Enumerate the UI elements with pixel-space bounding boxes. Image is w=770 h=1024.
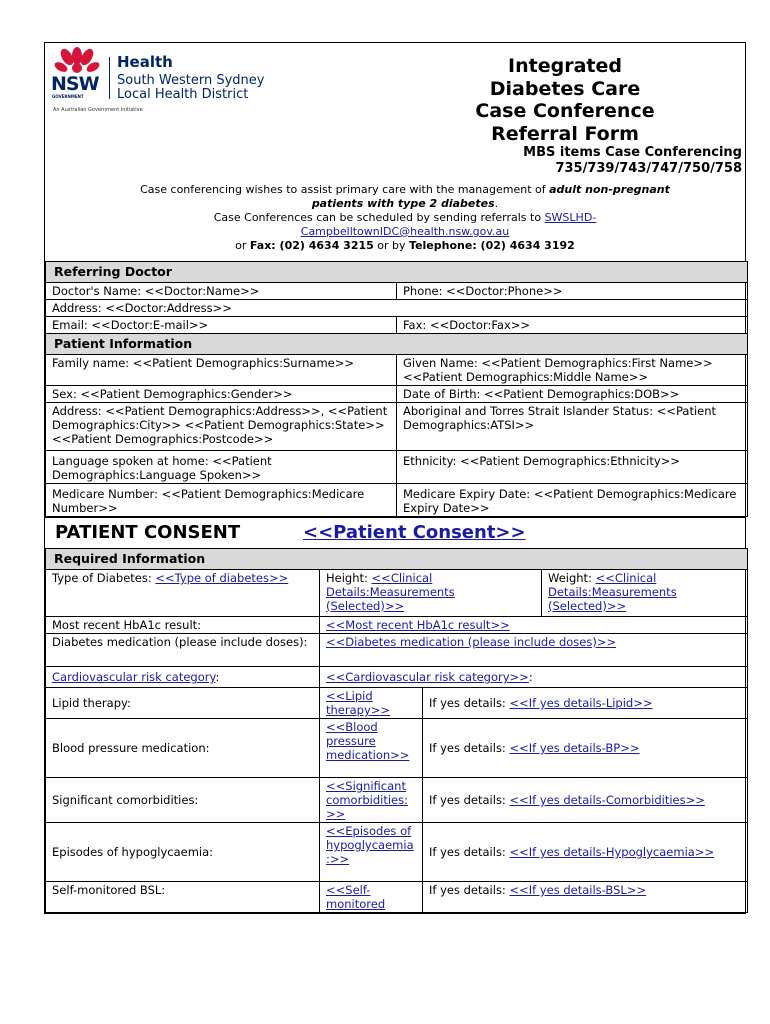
mbs-items bbox=[482, 145, 742, 177]
intro-text bbox=[125, 183, 685, 253]
if-yes-label: If yes details: bbox=[429, 696, 510, 710]
district-line-1: South Western Sydney bbox=[117, 73, 265, 88]
form-header bbox=[45, 43, 745, 261]
referral-email-link[interactable]: SWSLHD-CampbelltownIDC@health.nsw.gov.au bbox=[300, 211, 597, 238]
patient-medicare-expiry-field[interactable]: Medicare Expiry Date: <<Patient Demographics:Medicare Expiry Date>> bbox=[397, 484, 748, 517]
bp-details-field[interactable]: <<If yes details-BP>> bbox=[509, 741, 640, 755]
self-monitored-bsl-cell bbox=[320, 882, 423, 913]
height-field[interactable]: <<Clinical Details:Measurements (Selected)>> bbox=[326, 571, 455, 613]
lipid-therapy-field[interactable]: <<Lipid therapy>> bbox=[326, 689, 391, 717]
patient-address-field[interactable]: Address: <<Patient Demographics:Address>>, <<Patient Demographics:City>> <<Patient Demographics:State>> <<Patient Demographics:Postcode>> bbox=[46, 403, 397, 451]
doctor-fax-field[interactable]: Fax: <<Doctor:Fax>> bbox=[397, 317, 748, 334]
doctor-name-field[interactable]: Doctor's Name: <<Doctor:Name>> bbox=[46, 283, 397, 300]
diabetes-medication-field[interactable]: <<Diabetes medication (please include doses)>> bbox=[326, 635, 617, 649]
intro-post: . bbox=[494, 197, 499, 210]
patient-family-name-field[interactable]: Family name: <<Patient Demographics:Surname>> bbox=[46, 355, 397, 386]
if-yes-label: If yes details: bbox=[429, 793, 510, 807]
mbs-line-2: 735/739/743/747/750/758 bbox=[555, 161, 742, 176]
intro-pre: Case conferencing wishes to assist primary care with the management of bbox=[140, 183, 550, 196]
required-information-heading: Required Information bbox=[46, 549, 748, 570]
cv-risk-label[interactable]: Cardiovascular risk category bbox=[52, 670, 216, 684]
australian-government-initiative: An Australian Government Initiative bbox=[53, 107, 143, 113]
patient-consent-label: PATIENT CONSENT bbox=[55, 522, 241, 543]
patient-dob-field[interactable]: Date of Birth: <<Patient Demographics:DOB>> bbox=[397, 386, 748, 403]
doctor-address-field[interactable]: Address: <<Doctor:Address>> bbox=[46, 300, 748, 317]
bp-medication-field[interactable]: <<Blood pressure medication>> bbox=[326, 720, 410, 762]
referral-form-page bbox=[44, 42, 746, 914]
patient-language-field[interactable]: Language spoken at home: <<Patient Demographics:Language Spoken>> bbox=[46, 451, 397, 484]
comorbidities-field[interactable]: <<Significant comorbidities:>> bbox=[326, 779, 408, 821]
bsl-details-field[interactable]: <<If yes details-BSL>> bbox=[509, 883, 647, 897]
height-label: Height: bbox=[326, 571, 372, 585]
comorbidities-details-field[interactable]: <<If yes details-Comorbidities>> bbox=[509, 793, 705, 807]
or-text-2: or by bbox=[373, 239, 410, 252]
weight-field[interactable]: <<Clinical Details:Measurements (Selected)>> bbox=[548, 571, 677, 613]
comorbidities-cell bbox=[320, 778, 423, 823]
cv-risk-value-cell bbox=[320, 667, 748, 688]
fax-number: Fax: (02) 4634 3215 bbox=[249, 239, 374, 252]
hba1c-field[interactable]: <<Most recent HbA1c result>> bbox=[326, 618, 510, 632]
cv-risk-field-colon: : bbox=[528, 670, 533, 684]
doctor-phone-field[interactable]: Phone: <<Doctor:Phone>> bbox=[397, 283, 748, 300]
cv-risk-cell bbox=[46, 667, 320, 688]
comorbidities-details-cell bbox=[423, 778, 748, 823]
form-title: Integrated Diabetes Care Case Conference Referral Form bbox=[475, 55, 655, 145]
if-yes-label: If yes details: bbox=[429, 845, 510, 859]
bsl-details-cell bbox=[423, 882, 748, 913]
mbs-line-1: MBS items Case Conferencing bbox=[523, 145, 742, 160]
patient-given-name-field[interactable]: Given Name: <<Patient Demographics:First Name>> <<Patient Demographics:Middle Name>> bbox=[397, 355, 748, 386]
doctor-patient-table bbox=[45, 261, 748, 517]
hypoglycaemia-details-cell bbox=[423, 823, 748, 882]
bp-medication-cell bbox=[320, 719, 423, 778]
referring-doctor-heading: Referring Doctor bbox=[46, 262, 748, 283]
type-of-diabetes-label: Type of Diabetes: bbox=[52, 571, 156, 585]
lipid-details-field[interactable]: <<If yes details-Lipid>> bbox=[509, 696, 653, 710]
if-yes-label: If yes details: bbox=[429, 741, 510, 755]
logo-divider bbox=[109, 57, 110, 99]
intro-emphasis: adult non-pregnant patients with type 2 diabetes bbox=[311, 183, 670, 210]
hypoglycaemia-label: Episodes of hypoglycaemia: bbox=[46, 823, 320, 882]
if-yes-label: If yes details: bbox=[429, 883, 510, 897]
district-line-2: Local Health District bbox=[117, 87, 249, 102]
patient-sex-field[interactable]: Sex: <<Patient Demographics:Gender>> bbox=[46, 386, 397, 403]
doctor-email-field[interactable]: Email: <<Doctor:E-mail>> bbox=[46, 317, 397, 334]
schedule-text: Case Conferences can be scheduled by sending referrals to bbox=[213, 211, 545, 224]
hypoglycaemia-cell bbox=[320, 823, 423, 882]
hba1c-cell bbox=[320, 617, 748, 634]
diabetes-medication-cell bbox=[320, 634, 748, 667]
type-of-diabetes-cell bbox=[46, 570, 320, 617]
self-monitored-bsl-label: Self-monitored BSL: bbox=[46, 882, 320, 913]
patient-consent-row bbox=[45, 517, 745, 548]
government-wordmark: GOVERNMENT bbox=[52, 94, 84, 99]
lipid-therapy-label: Lipid therapy: bbox=[46, 688, 320, 719]
health-wordmark: Health bbox=[117, 53, 173, 71]
hba1c-label: Most recent HbA1c result: bbox=[46, 617, 320, 634]
patient-ethnicity-field[interactable]: Ethnicity: <<Patient Demographics:Ethnicity>> bbox=[397, 451, 748, 484]
phone-number: Telephone: (02) 4634 3192 bbox=[409, 239, 575, 252]
patient-medicare-field[interactable]: Medicare Number: <<Patient Demographics:Medicare Number>> bbox=[46, 484, 397, 517]
type-of-diabetes-field[interactable]: <<Type of diabetes>> bbox=[155, 571, 289, 585]
lipid-details-cell bbox=[423, 688, 748, 719]
cv-risk-field[interactable]: <<Cardiovascular risk category>> bbox=[326, 670, 529, 684]
weight-label: Weight: bbox=[548, 571, 596, 585]
cv-risk-colon: : bbox=[215, 670, 220, 684]
hypoglycaemia-field[interactable]: <<Episodes of hypoglycaemia:>> bbox=[326, 824, 414, 866]
lipid-therapy-cell bbox=[320, 688, 423, 719]
diabetes-medication-label: Diabetes medication (please include doses): bbox=[46, 634, 320, 667]
nsw-wordmark: NSW bbox=[51, 73, 99, 95]
bp-details-cell bbox=[423, 719, 748, 778]
height-cell bbox=[320, 570, 542, 617]
patient-atsi-field[interactable]: Aboriginal and Torres Strait Islander Status: <<Patient Demographics:ATSI>> bbox=[397, 403, 748, 451]
bp-medication-label: Blood pressure medication: bbox=[46, 719, 320, 778]
comorbidities-label: Significant comorbidities: bbox=[46, 778, 320, 823]
self-monitored-bsl-field[interactable]: <<Self-monitored bbox=[326, 883, 386, 911]
or-text-1: or bbox=[235, 239, 250, 252]
weight-cell bbox=[542, 570, 748, 617]
patient-consent-field[interactable]: <<Patient Consent>> bbox=[303, 522, 526, 543]
patient-information-heading: Patient Information bbox=[46, 334, 748, 355]
required-information-table bbox=[45, 548, 748, 913]
hypoglycaemia-details-field[interactable]: <<If yes details-Hypoglycaemia>> bbox=[509, 845, 715, 859]
nsw-health-logo bbox=[51, 47, 281, 115]
